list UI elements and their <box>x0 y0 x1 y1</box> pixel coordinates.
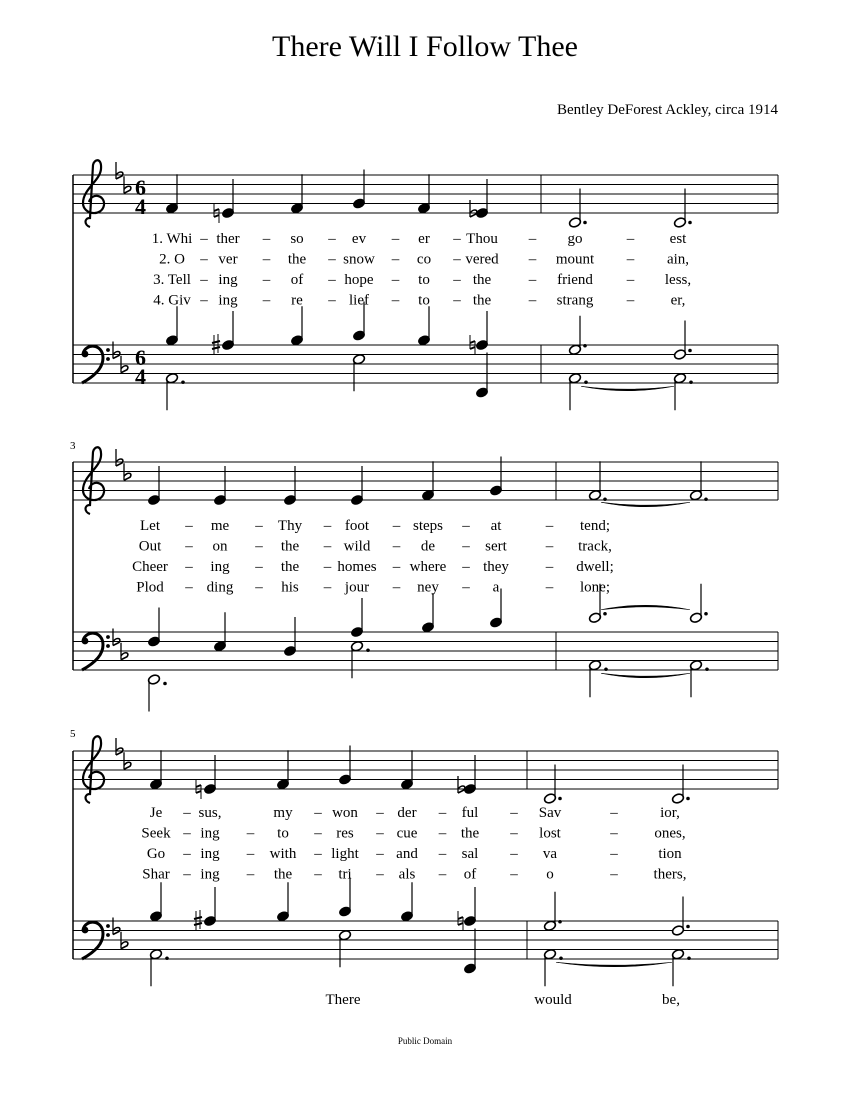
lyric-hyphen: – <box>183 805 191 821</box>
lyric-hyphen: – <box>323 538 332 555</box>
lyric-hyphen: – <box>391 292 400 309</box>
lyric-hyphen: – <box>462 538 470 555</box>
lyric-syllable: jour <box>344 579 370 596</box>
lyric-syllable: Out <box>138 538 162 555</box>
lyric-hyphen: – <box>438 846 447 862</box>
lyric-hyphen: – <box>626 292 635 309</box>
tenor-note <box>165 306 178 346</box>
lyric-syllable: lief <box>349 292 369 309</box>
lyric-syllable: als <box>398 866 416 883</box>
augmentation-dot <box>686 797 690 801</box>
lyric-syllable: Je <box>149 805 163 821</box>
lyric-syllable: ing <box>210 559 230 575</box>
lyric-syllable: light <box>331 846 359 862</box>
lyric-hyphen: – <box>255 518 263 534</box>
lyric-syllable: foot <box>344 518 370 534</box>
time-signature <box>135 175 146 219</box>
lyric-syllable: ing <box>218 272 238 288</box>
lyric-syllable: hope <box>344 272 374 288</box>
lyric-hyphen: – <box>438 866 447 883</box>
lyric-syllable: the <box>287 251 307 268</box>
lyric-hyphen: – <box>626 251 635 268</box>
lyric-hyphen: – <box>183 866 191 883</box>
lyric-hyphen: – <box>438 805 447 821</box>
lyric-syllable: the <box>280 559 300 575</box>
lyric-hyphen: – <box>323 579 332 596</box>
lyric-syllable: Let <box>140 518 160 534</box>
bass-note <box>588 659 601 697</box>
tenor-note <box>543 892 556 932</box>
tenor-note <box>338 878 351 918</box>
lyric-syllable: tion <box>658 846 682 862</box>
lyric-syllable: homes <box>337 559 377 575</box>
lyric-syllable: er, <box>670 292 686 309</box>
bass-note <box>543 948 556 986</box>
bass-note <box>463 929 476 975</box>
lyric-hyphen: – <box>262 251 271 268</box>
lyric-hyphen: – <box>545 579 554 596</box>
key-flat <box>113 342 120 359</box>
lyric-hyphen: – <box>610 825 618 842</box>
lyric-hyphen: – <box>626 272 635 288</box>
lyric-hyphen: – <box>528 231 537 247</box>
augmentation-dot <box>181 380 185 384</box>
key-flat <box>116 449 123 466</box>
lyric-hyphen: – <box>462 518 470 534</box>
lyric-hyphen: – <box>183 825 191 842</box>
lyric-hyphen: – <box>262 231 271 247</box>
lyric-hyphen: – <box>200 292 208 309</box>
lyric-syllable: mount <box>555 251 595 268</box>
tenor-note <box>290 306 303 346</box>
augmentation-dot <box>583 221 587 225</box>
lyric-hyphen: – <box>610 866 618 883</box>
lyric-hyphen: – <box>510 846 518 862</box>
lyric-hyphen: – <box>610 846 618 862</box>
augmentation-dot <box>583 344 587 348</box>
lyric-hyphen: – <box>255 559 263 575</box>
lyric-syllable: to <box>418 272 430 288</box>
bass-clef <box>82 346 110 383</box>
lyric-hyphen: – <box>262 272 271 288</box>
lyric-hyphen: – <box>453 272 461 288</box>
bass-clef <box>82 922 110 959</box>
composer-credit: Bentley DeForest Ackley, circa 1914 <box>556 102 778 118</box>
lyric-syllable: strang <box>556 292 594 309</box>
lyric-hyphen: – <box>545 559 554 575</box>
key-flat <box>113 918 120 935</box>
augmentation-dot <box>704 497 708 501</box>
lyric-syllable: Go <box>146 846 166 862</box>
lyric-syllable: ding <box>206 579 234 596</box>
lyric-hyphen: – <box>323 559 332 575</box>
lyric-hyphen: – <box>328 292 336 309</box>
augmentation-dot <box>163 682 167 686</box>
tenor-note <box>475 311 488 351</box>
key-flat <box>113 629 120 646</box>
tenor-note <box>689 584 702 624</box>
lyric-syllable: res <box>336 825 354 842</box>
lyric-hyphen: – <box>510 866 518 883</box>
lyric-syllable: sert <box>485 538 507 555</box>
lyric-syllable: my <box>273 805 293 821</box>
bass-note <box>671 948 684 986</box>
lyric-hyphen: – <box>328 231 336 247</box>
augmentation-dot <box>558 797 562 801</box>
tenor-note <box>350 598 363 638</box>
lyric-hyphen: – <box>392 538 401 555</box>
sharp-sign <box>194 910 202 930</box>
lyric-syllable: ain, <box>666 251 690 268</box>
lyric-syllable: of <box>463 866 477 883</box>
bass-note <box>352 353 365 391</box>
lyric-hyphen: – <box>392 579 401 596</box>
lyric-syllable: Seek <box>141 825 171 842</box>
lyric-syllable: wild <box>343 538 371 555</box>
augmentation-dot <box>603 612 607 616</box>
tenor-note <box>400 882 413 922</box>
augmentation-dot <box>366 648 370 652</box>
lyric-hyphen: – <box>185 518 193 534</box>
lyric-hyphen: – <box>376 825 384 842</box>
lyric-hyphen: – <box>528 292 537 309</box>
augmentation-dot <box>689 380 693 384</box>
lyric-hyphen: – <box>391 272 400 288</box>
lyric-syllable: Sav <box>538 805 562 821</box>
flat-sign <box>470 200 477 217</box>
lyric-syllable: on <box>212 538 228 555</box>
lyric-syllable: to <box>277 825 289 842</box>
lyric-syllable: dwell; <box>576 559 614 575</box>
lyric-hyphen: – <box>314 846 322 862</box>
key-flat <box>116 162 123 179</box>
tenor-note <box>463 887 476 927</box>
lyric-syllable: sus, <box>198 805 222 821</box>
lyric-hyphen: – <box>528 272 537 288</box>
bass-note <box>673 372 686 410</box>
lyric-hyphen: – <box>255 538 263 555</box>
lyric-syllable: vered <box>465 251 499 268</box>
lyric-syllable: tri <box>338 866 352 883</box>
augmentation-dot <box>584 380 588 384</box>
flat-sign <box>458 776 465 793</box>
lyric-hyphen: – <box>392 518 401 534</box>
lyric-syllable: Shar <box>142 866 170 883</box>
bass-note <box>350 640 363 678</box>
lyric-syllable: o <box>546 866 554 883</box>
lyric-syllable: where <box>409 559 447 575</box>
lyric-hyphen: – <box>200 251 208 268</box>
tenor-note <box>221 311 234 351</box>
lyric-syllable: ior, <box>660 805 680 821</box>
lyric-syllable: 2. O <box>159 251 185 268</box>
lyric-hyphen: – <box>314 805 322 821</box>
tenor-note <box>147 608 160 648</box>
tenor-note <box>276 882 289 922</box>
tenor-note <box>568 316 581 356</box>
bass-lyric-syllable: would <box>534 992 572 1008</box>
lyric-hyphen: – <box>438 825 447 842</box>
augmentation-dot <box>688 221 692 225</box>
lyric-syllable: ing <box>200 866 220 883</box>
augmentation-dot <box>704 612 708 616</box>
bass-lyric-syllable: be, <box>662 992 680 1008</box>
lyric-syllable: tend; <box>580 518 610 534</box>
augmentation-dot <box>165 956 169 960</box>
staff <box>73 345 778 383</box>
song-title: There Will I Follow Thee <box>272 30 578 63</box>
lyric-syllable: Thou <box>466 231 498 247</box>
bass-note <box>165 372 178 410</box>
tenor-note <box>203 887 216 927</box>
lyric-syllable: won <box>332 805 358 821</box>
lyric-syllable: they <box>483 559 509 575</box>
lyric-syllable: Thy <box>277 518 303 534</box>
tenor-note <box>673 321 686 361</box>
lyric-hyphen: – <box>510 825 518 842</box>
lyric-syllable: of <box>290 272 304 288</box>
sharp-sign <box>212 334 220 354</box>
lyric-hyphen: – <box>246 846 255 862</box>
lyric-hyphen: – <box>392 559 401 575</box>
lyric-hyphen: – <box>462 579 470 596</box>
system-number-2: 3 <box>70 440 76 452</box>
lyric-syllable: 4. Giv <box>153 292 191 309</box>
lyric-hyphen: – <box>453 251 461 268</box>
svg-text:4: 4 <box>135 194 146 219</box>
tie <box>556 962 672 967</box>
lyric-hyphen: – <box>610 805 618 821</box>
lyric-hyphen: – <box>391 251 400 268</box>
augmentation-dot <box>559 956 563 960</box>
augmentation-dot <box>687 956 691 960</box>
bass-clef <box>82 633 110 670</box>
lyric-syllable: 3. Tell <box>153 272 191 288</box>
lyric-syllable: lost <box>539 825 561 842</box>
lyric-syllable: track, <box>578 538 612 555</box>
lyric-hyphen: – <box>545 538 554 555</box>
staff <box>73 632 778 670</box>
augmentation-dot <box>688 349 692 353</box>
tie <box>601 502 690 507</box>
tie <box>601 673 690 678</box>
lyric-hyphen: – <box>246 825 255 842</box>
lyric-syllable: sal <box>461 846 479 862</box>
lyric-syllable: Cheer <box>132 559 168 575</box>
lyric-syllable: Plod <box>136 579 164 596</box>
lyric-syllable: re <box>291 292 303 309</box>
lyric-syllable: est <box>669 231 687 247</box>
lyric-syllable: a <box>492 579 500 596</box>
tenor-note <box>149 882 162 922</box>
lyric-hyphen: – <box>545 518 554 534</box>
svg-text:6: 6 <box>135 175 146 200</box>
lyric-syllable: the <box>273 866 293 883</box>
svg-text:6: 6 <box>135 345 146 370</box>
lyric-syllable: ful <box>461 805 479 821</box>
lyric-hyphen: – <box>626 231 635 247</box>
bass-note <box>568 372 581 410</box>
lyric-syllable: so <box>290 231 304 247</box>
lyric-hyphen: – <box>528 251 537 268</box>
lyric-syllable: co <box>416 251 432 268</box>
lyric-syllable: ing <box>200 846 220 862</box>
lyric-hyphen: – <box>200 231 208 247</box>
copyright-footer: Public Domain <box>397 1036 453 1046</box>
lyric-hyphen: – <box>185 579 193 596</box>
tie <box>601 605 690 610</box>
lyric-syllable: at <box>490 518 502 534</box>
lyric-syllable: ing <box>218 292 238 309</box>
lyric-hyphen: – <box>255 579 263 596</box>
bass-note <box>338 929 351 967</box>
lyric-syllable: ev <box>351 231 367 247</box>
lyric-hyphen: – <box>323 518 332 534</box>
tie <box>581 386 674 391</box>
bass-lyric-syllable: There <box>325 992 361 1008</box>
lyric-syllable: me <box>210 518 230 534</box>
lyric-syllable: steps <box>413 518 443 534</box>
lyric-syllable: his <box>281 579 299 596</box>
lyric-syllable: to <box>418 292 430 309</box>
lyric-syllable: er <box>418 231 430 247</box>
tenor-note <box>417 306 430 346</box>
lyric-hyphen: – <box>328 251 336 268</box>
svg-text:4: 4 <box>135 364 146 389</box>
lyric-syllable: friend <box>557 272 593 288</box>
lyric-hyphen: – <box>376 805 384 821</box>
tenor-note <box>421 593 434 633</box>
augmentation-dot <box>686 925 690 929</box>
lyric-syllable: ther <box>216 231 240 247</box>
lyric-syllable: ney <box>417 579 439 596</box>
lyric-syllable: ones, <box>654 825 686 842</box>
lyric-hyphen: – <box>183 846 191 862</box>
lyric-hyphen: – <box>391 231 400 247</box>
lyric-syllable: ver <box>218 251 238 268</box>
time-signature <box>135 345 146 389</box>
bass-note <box>149 948 162 986</box>
lyric-hyphen: – <box>510 805 518 821</box>
lyric-hyphen: – <box>185 538 193 555</box>
key-flat <box>116 738 123 755</box>
staff <box>73 751 778 789</box>
lyric-syllable: and <box>396 846 418 862</box>
lyric-hyphen: – <box>453 231 461 247</box>
lyric-hyphen: – <box>462 559 470 575</box>
bass-note <box>689 659 702 697</box>
bass-note <box>147 674 160 712</box>
lyric-syllable: de <box>420 538 436 555</box>
augmentation-dot <box>705 667 709 671</box>
lyric-syllable: go <box>567 231 583 247</box>
tenor-note <box>283 617 296 657</box>
lyric-syllable: der <box>397 805 417 821</box>
lyric-syllable: the <box>280 538 300 555</box>
lyric-hyphen: – <box>376 866 384 883</box>
lyric-syllable: thers, <box>653 866 687 883</box>
lyric-hyphen: – <box>453 292 461 309</box>
lyric-hyphen: – <box>246 866 255 883</box>
augmentation-dot <box>603 497 607 501</box>
lyric-syllable: the <box>460 825 480 842</box>
lyric-syllable: the <box>472 272 492 288</box>
lyric-hyphen: – <box>262 292 271 309</box>
lyric-syllable: with <box>269 846 297 862</box>
lyric-hyphen: – <box>185 559 193 575</box>
lyric-hyphen: – <box>314 866 322 883</box>
lyric-syllable: less, <box>664 272 692 288</box>
lyric-hyphen: – <box>376 846 384 862</box>
tenor-note <box>671 897 684 937</box>
lyric-syllable: va <box>542 846 558 862</box>
lyric-hyphen: – <box>328 272 336 288</box>
system-number-3: 5 <box>70 728 76 740</box>
augmentation-dot <box>558 920 562 924</box>
lyric-hyphen: – <box>314 825 322 842</box>
lyric-syllable: cue <box>396 825 418 842</box>
lyric-syllable: the <box>472 292 492 309</box>
lyric-syllable: snow <box>343 251 375 268</box>
lyric-syllable: ing <box>200 825 220 842</box>
augmentation-dot <box>604 667 608 671</box>
lyric-syllable: lone; <box>580 579 610 596</box>
lyric-hyphen: – <box>200 272 208 288</box>
bass-note <box>475 353 488 399</box>
lyric-syllable: 1. Whi <box>151 231 193 247</box>
